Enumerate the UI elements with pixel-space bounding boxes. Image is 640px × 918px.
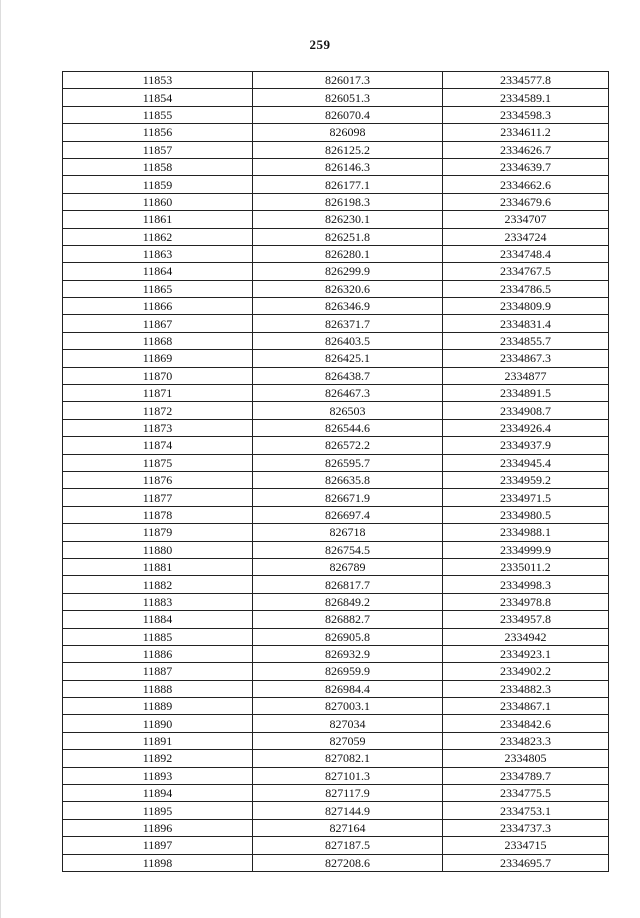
x-coordinate-cell: 826754.5 — [253, 541, 443, 558]
y-coordinate-cell: 2334877 — [443, 367, 609, 384]
point-id-cell: 11885 — [63, 628, 253, 645]
y-coordinate-cell: 2334999.9 — [443, 541, 609, 558]
table-row — [63, 785, 609, 802]
table-row — [63, 280, 609, 297]
point-id-cell: 11891 — [63, 732, 253, 749]
table-row — [63, 176, 609, 193]
x-coordinate-cell: 827003.1 — [253, 698, 443, 715]
point-id-cell: 11870 — [63, 367, 253, 384]
y-coordinate-cell: 2334775.5 — [443, 785, 609, 802]
y-coordinate-cell: 2334902.2 — [443, 663, 609, 680]
point-id-cell: 11874 — [63, 437, 253, 454]
point-id-cell: 11894 — [63, 785, 253, 802]
x-coordinate-cell: 826882.7 — [253, 611, 443, 628]
table-row — [63, 698, 609, 715]
table-row — [63, 419, 609, 436]
table-row — [63, 385, 609, 402]
point-id-cell: 11880 — [63, 541, 253, 558]
x-coordinate-cell: 826425.1 — [253, 350, 443, 367]
y-coordinate-cell: 2334598.3 — [443, 106, 609, 123]
table-row — [63, 263, 609, 280]
table-row — [63, 193, 609, 210]
y-coordinate-cell: 2334767.5 — [443, 263, 609, 280]
x-coordinate-cell: 826346.9 — [253, 298, 443, 315]
x-coordinate-cell: 826438.7 — [253, 367, 443, 384]
y-coordinate-cell: 2334923.1 — [443, 645, 609, 662]
table-row — [63, 645, 609, 662]
x-coordinate-cell: 826635.8 — [253, 471, 443, 488]
point-id-cell: 11873 — [63, 419, 253, 436]
x-coordinate-cell: 827187.5 — [253, 837, 443, 854]
point-id-cell: 11898 — [63, 854, 253, 871]
y-coordinate-cell: 2334942 — [443, 628, 609, 645]
table-row — [63, 732, 609, 749]
page-number: 259 — [309, 37, 331, 52]
y-coordinate-cell: 2334639.7 — [443, 158, 609, 175]
point-id-cell: 11892 — [63, 750, 253, 767]
point-id-cell: 11862 — [63, 228, 253, 245]
table-row — [63, 767, 609, 784]
point-id-cell: 11896 — [63, 819, 253, 836]
x-coordinate-cell: 826177.1 — [253, 176, 443, 193]
point-id-cell: 11864 — [63, 263, 253, 280]
y-coordinate-cell: 2334679.6 — [443, 193, 609, 210]
point-id-cell: 11872 — [63, 402, 253, 419]
y-coordinate-cell: 2334724 — [443, 228, 609, 245]
y-coordinate-cell: 2335011.2 — [443, 558, 609, 575]
x-coordinate-cell: 826932.9 — [253, 645, 443, 662]
y-coordinate-cell: 2334957.8 — [443, 611, 609, 628]
point-id-cell: 11887 — [63, 663, 253, 680]
y-coordinate-cell: 2334988.1 — [443, 524, 609, 541]
x-coordinate-cell: 826817.7 — [253, 576, 443, 593]
point-id-cell: 11879 — [63, 524, 253, 541]
point-id-cell: 11867 — [63, 315, 253, 332]
y-coordinate-cell: 2334978.8 — [443, 593, 609, 610]
table-row — [63, 489, 609, 506]
point-id-cell: 11857 — [63, 141, 253, 158]
x-coordinate-cell: 826595.7 — [253, 454, 443, 471]
x-coordinate-cell: 826070.4 — [253, 106, 443, 123]
table-row — [63, 315, 609, 332]
x-coordinate-cell: 826503 — [253, 402, 443, 419]
point-id-cell: 11897 — [63, 837, 253, 854]
table-row — [63, 89, 609, 106]
point-id-cell: 11881 — [63, 558, 253, 575]
table-row — [63, 837, 609, 854]
table-row — [63, 158, 609, 175]
table-row — [63, 141, 609, 158]
table-row — [63, 802, 609, 819]
table-row — [63, 611, 609, 628]
y-coordinate-cell: 2334959.2 — [443, 471, 609, 488]
point-id-cell: 11854 — [63, 89, 253, 106]
x-coordinate-cell: 827208.6 — [253, 854, 443, 871]
x-coordinate-cell: 826718 — [253, 524, 443, 541]
table-row — [63, 576, 609, 593]
x-coordinate-cell: 826371.7 — [253, 315, 443, 332]
point-id-cell: 11876 — [63, 471, 253, 488]
table-row — [63, 124, 609, 141]
table-row — [63, 506, 609, 523]
table-row — [63, 524, 609, 541]
y-coordinate-cell: 2334715 — [443, 837, 609, 854]
x-coordinate-cell: 827034 — [253, 715, 443, 732]
point-id-cell: 11869 — [63, 350, 253, 367]
y-coordinate-cell: 2334786.5 — [443, 280, 609, 297]
y-coordinate-cell: 2334842.6 — [443, 715, 609, 732]
point-id-cell: 11889 — [63, 698, 253, 715]
table-row — [63, 541, 609, 558]
table-row — [63, 245, 609, 262]
point-id-cell: 11890 — [63, 715, 253, 732]
x-coordinate-cell: 826984.4 — [253, 680, 443, 697]
point-id-cell: 11888 — [63, 680, 253, 697]
y-coordinate-cell: 2334707 — [443, 211, 609, 228]
page-edge — [0, 0, 1, 918]
y-coordinate-cell: 2334926.4 — [443, 419, 609, 436]
point-id-cell: 11884 — [63, 611, 253, 628]
y-coordinate-cell: 2334753.1 — [443, 802, 609, 819]
point-id-cell: 11875 — [63, 454, 253, 471]
y-coordinate-cell: 2334867.3 — [443, 350, 609, 367]
y-coordinate-cell: 2334737.3 — [443, 819, 609, 836]
point-id-cell: 11893 — [63, 767, 253, 784]
table-row — [63, 715, 609, 732]
point-id-cell: 11853 — [63, 72, 253, 89]
x-coordinate-cell: 826789 — [253, 558, 443, 575]
table-row — [63, 680, 609, 697]
table-row — [63, 402, 609, 419]
y-coordinate-cell: 2334831.4 — [443, 315, 609, 332]
point-id-cell: 11878 — [63, 506, 253, 523]
point-id-cell: 11883 — [63, 593, 253, 610]
y-coordinate-cell: 2334882.3 — [443, 680, 609, 697]
x-coordinate-cell: 826544.6 — [253, 419, 443, 436]
x-coordinate-cell: 826671.9 — [253, 489, 443, 506]
table-row — [63, 228, 609, 245]
table-row — [63, 819, 609, 836]
y-coordinate-cell: 2334908.7 — [443, 402, 609, 419]
point-id-cell: 11871 — [63, 385, 253, 402]
point-id-cell: 11886 — [63, 645, 253, 662]
table-row — [63, 367, 609, 384]
x-coordinate-cell: 827082.1 — [253, 750, 443, 767]
x-coordinate-cell: 826320.6 — [253, 280, 443, 297]
point-id-cell: 11866 — [63, 298, 253, 315]
point-id-cell: 11877 — [63, 489, 253, 506]
x-coordinate-cell: 826198.3 — [253, 193, 443, 210]
point-id-cell: 11861 — [63, 211, 253, 228]
x-coordinate-cell: 826299.9 — [253, 263, 443, 280]
x-coordinate-cell: 826251.8 — [253, 228, 443, 245]
x-coordinate-cell: 826697.4 — [253, 506, 443, 523]
y-coordinate-cell: 2334589.1 — [443, 89, 609, 106]
x-coordinate-cell: 826098 — [253, 124, 443, 141]
y-coordinate-cell: 2334577.8 — [443, 72, 609, 89]
table-row — [63, 558, 609, 575]
table-row — [63, 350, 609, 367]
y-coordinate-cell: 2334998.3 — [443, 576, 609, 593]
x-coordinate-cell: 827164 — [253, 819, 443, 836]
x-coordinate-cell: 827144.9 — [253, 802, 443, 819]
x-coordinate-cell: 826146.3 — [253, 158, 443, 175]
x-coordinate-cell: 826959.9 — [253, 663, 443, 680]
x-coordinate-cell: 826017.3 — [253, 72, 443, 89]
y-coordinate-cell: 2334891.5 — [443, 385, 609, 402]
x-coordinate-cell: 826403.5 — [253, 332, 443, 349]
point-id-cell: 11895 — [63, 802, 253, 819]
y-coordinate-cell: 2334805 — [443, 750, 609, 767]
x-coordinate-cell: 826125.2 — [253, 141, 443, 158]
point-id-cell: 11860 — [63, 193, 253, 210]
y-coordinate-cell: 2334823.3 — [443, 732, 609, 749]
table-row — [63, 437, 609, 454]
coordinate-table-body — [63, 72, 609, 872]
x-coordinate-cell: 826051.3 — [253, 89, 443, 106]
y-coordinate-cell: 2334809.9 — [443, 298, 609, 315]
y-coordinate-cell: 2334945.4 — [443, 454, 609, 471]
x-coordinate-cell: 826230.1 — [253, 211, 443, 228]
point-id-cell: 11865 — [63, 280, 253, 297]
table-row — [63, 332, 609, 349]
table-row — [63, 211, 609, 228]
x-coordinate-cell: 826849.2 — [253, 593, 443, 610]
y-coordinate-cell: 2334626.7 — [443, 141, 609, 158]
y-coordinate-cell: 2334980.5 — [443, 506, 609, 523]
table-row — [63, 854, 609, 871]
point-id-cell: 11863 — [63, 245, 253, 262]
x-coordinate-cell: 827059 — [253, 732, 443, 749]
x-coordinate-cell: 826572.2 — [253, 437, 443, 454]
table-row — [63, 298, 609, 315]
y-coordinate-cell: 2334789.7 — [443, 767, 609, 784]
y-coordinate-cell: 2334937.9 — [443, 437, 609, 454]
point-id-cell: 11859 — [63, 176, 253, 193]
point-id-cell: 11868 — [63, 332, 253, 349]
point-id-cell: 11858 — [63, 158, 253, 175]
y-coordinate-cell: 2334695.7 — [443, 854, 609, 871]
x-coordinate-cell: 827117.9 — [253, 785, 443, 802]
table-row — [63, 72, 609, 89]
table-row — [63, 471, 609, 488]
table-row — [63, 750, 609, 767]
x-coordinate-cell: 826467.3 — [253, 385, 443, 402]
x-coordinate-cell: 827101.3 — [253, 767, 443, 784]
y-coordinate-cell: 2334971.5 — [443, 489, 609, 506]
y-coordinate-cell: 2334748.4 — [443, 245, 609, 262]
point-id-cell: 11882 — [63, 576, 253, 593]
table-row — [63, 593, 609, 610]
point-id-cell: 11856 — [63, 124, 253, 141]
x-coordinate-cell: 826905.8 — [253, 628, 443, 645]
y-coordinate-cell: 2334662.6 — [443, 176, 609, 193]
table-row — [63, 663, 609, 680]
y-coordinate-cell: 2334611.2 — [443, 124, 609, 141]
y-coordinate-cell: 2334855.7 — [443, 332, 609, 349]
point-id-cell: 11855 — [63, 106, 253, 123]
table-row — [63, 454, 609, 471]
table-row — [63, 628, 609, 645]
coordinate-table — [62, 71, 609, 872]
y-coordinate-cell: 2334867.1 — [443, 698, 609, 715]
x-coordinate-cell: 826280.1 — [253, 245, 443, 262]
table-row — [63, 106, 609, 123]
